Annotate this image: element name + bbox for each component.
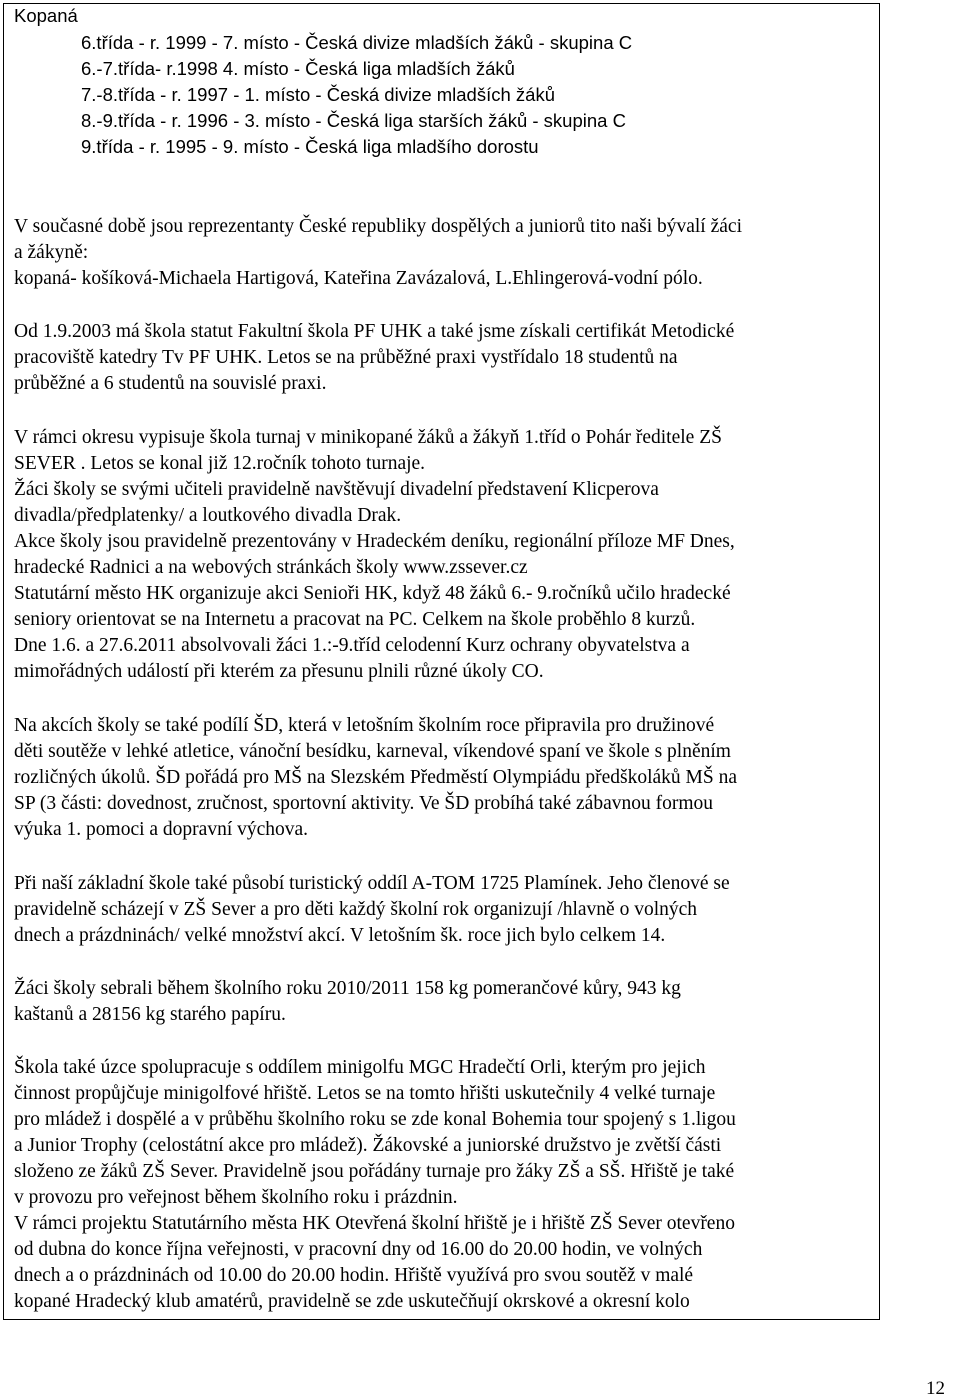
paragraph-line: V rámci okresu vypisuje škola turnaj v minikopané žáků a žákyň 1.tříd o Pohár ředitele ZŠ: [14, 427, 722, 448]
paragraph-line: a Junior Trophy (celostátní akce pro mládež). Žákovské a juniorské družstvo je zvětší části: [14, 1135, 722, 1156]
paragraph-line: divadla/předplatenky/ a loutkového divadla Drak.: [14, 505, 402, 526]
paragraph-line: průběžné a 6 studentů na souvislé praxi.: [14, 373, 327, 394]
paragraph-line: pravidelně scházejí v ZŠ Sever a pro děti každý školní rok organizují /hlavně o volných: [14, 899, 698, 920]
paragraph-line: V současné době jsou reprezentanty České republiky dospělých a juniorů tito naši bývalí žáci: [14, 216, 742, 237]
paragraph-line: Dne 1.6. a 27.6.2011 absolvovali žáci 1.:-9.tříd celodenní Kurz ochrany obyvatelstva a: [14, 635, 690, 656]
paragraph-line: děti soutěže v lehké atletice, vánoční besídku, karneval, víkendové spaní ve škole s plněním: [14, 741, 731, 762]
paragraph-line: kaštanů a 28156 kg starého papíru.: [14, 1004, 286, 1025]
page-number: 12: [926, 1378, 945, 1399]
paragraph-line: V rámci projektu Statutárního města HK Otevřená školní hřiště je i hřiště ZŠ Sever otevřeno: [14, 1213, 735, 1234]
result-line: 7.-8.třída - r. 1997 - 1. místo - Česká divize mladších žáků: [81, 84, 555, 105]
result-line: 9.třída - r. 1995 - 9. místo - Česká liga mladšího dorostu: [81, 136, 539, 157]
paragraph-line: Od 1.9.2003 má škola statut Fakultní škola PF UHK a také jsme získali certifikát Metodické: [14, 321, 735, 342]
paragraph-line: kopaná- košíková-Michaela Hartigová, Kateřina Zavázalová, L.Ehlingerová-vodní pólo.: [14, 268, 703, 289]
section-title: Kopaná: [14, 5, 78, 26]
paragraph-line: Akce školy jsou pravidelně prezentovány v Hradeckém deníku, regionální příloze MF Dnes,: [14, 531, 735, 552]
paragraph-line: od dubna do konce října veřejnosti, v pracovní dny od 16.00 do 20.00 hodin, ve volných: [14, 1239, 703, 1260]
result-line: 6.třída - r. 1999 - 7. místo - Česká divize mladších žáků - skupina C: [81, 32, 633, 53]
paragraph-line: rozličných úkolů. ŠD pořádá pro MŠ na Slezském Předměstí Olympiádu předškoláků MŠ na: [14, 767, 738, 788]
paragraph-line: hradecké Radnici a na webových stránkách školy www.zssever.cz: [14, 557, 528, 578]
paragraph-line: v provozu pro veřejnost během školního roku i prázdnin.: [14, 1187, 458, 1208]
paragraph-line: Při naší základní škole také působí turistický oddíl A-TOM 1725 Plamínek. Jeho členové se: [14, 873, 730, 894]
result-line: 6.-7.třída- r.1998 4. místo - Česká liga mladších žáků: [81, 58, 515, 79]
paragraph-line: mimořádných událostí při kterém za přesunu plnili různé úkoly CO.: [14, 661, 544, 682]
paragraph-line: pracoviště katedry Tv PF UHK. Letos se na průběžné praxi vystřídalo 18 studentů na: [14, 347, 678, 368]
paragraph-line: SEVER . Letos se konal již 12.ročník tohoto turnaje.: [14, 453, 426, 474]
paragraph-line: kopané Hradecký klub amatérů, pravidelně se zde uskutečňují okrskové a okresní kolo: [14, 1291, 690, 1312]
paragraph-line: složeno ze žáků ZŠ Sever. Pravidelně jsou pořádány turnaje pro žáky ZŠ a SŠ. Hřiště je také: [14, 1161, 735, 1182]
paragraph-line: Škola také úzce spolupracuje s oddílem minigolfu MGC Hradečtí Orli, kterým pro jejich: [14, 1057, 706, 1078]
paragraph-line: a žákyně:: [14, 242, 89, 263]
paragraph-line: pro mládež i dospělé a v průběhu školního roku se zde konal Bohemia tour spojený s 1.ligou: [14, 1109, 736, 1130]
paragraph-line: SP (3 části: dovednost, zručnost, sportovní aktivity. Ve ŠD probíhá také zábavnou formou: [14, 793, 714, 814]
result-line: 8.-9.třída - r. 1996 - 3. místo - Česká liga starších žáků - skupina C: [81, 110, 626, 131]
paragraph-line: Statutární město HK organizuje akci Senioři HK, když 48 žáků 6.- 9.ročníků učilo hradecké: [14, 583, 731, 604]
paragraph-line: Na akcích školy se také podílí ŠD, která v letošním školním roce připravila pro družinové: [14, 715, 715, 736]
paragraph-line: dnech a o prázdninách od 10.00 do 20.00 hodin. Hřiště využívá pro svou soutěž v malé: [14, 1265, 694, 1286]
paragraph-line: činnost propůjčuje minigolfové hřiště. Letos se na tomto hřišti uskutečnily 4 velké turnaje: [14, 1083, 716, 1104]
paragraph-line: Žáci školy se svými učiteli pravidelně navštěvují divadelní představení Klicperova: [14, 479, 659, 500]
paragraph-line: dnech a prázdninách/ velké množství akcí. V letošním šk. roce jich bylo celkem 14.: [14, 925, 666, 946]
paragraph-line: výuka 1. pomoci a dopravní výchova.: [14, 819, 309, 840]
paragraph-line: seniory orientovat se na Internetu a pracovat na PC. Celkem na škole proběhlo 8 kurzů.: [14, 609, 696, 630]
paragraph-line: Žáci školy sebrali během školního roku 2010/2011 158 kg pomerančové kůry, 943 kg: [14, 978, 681, 999]
